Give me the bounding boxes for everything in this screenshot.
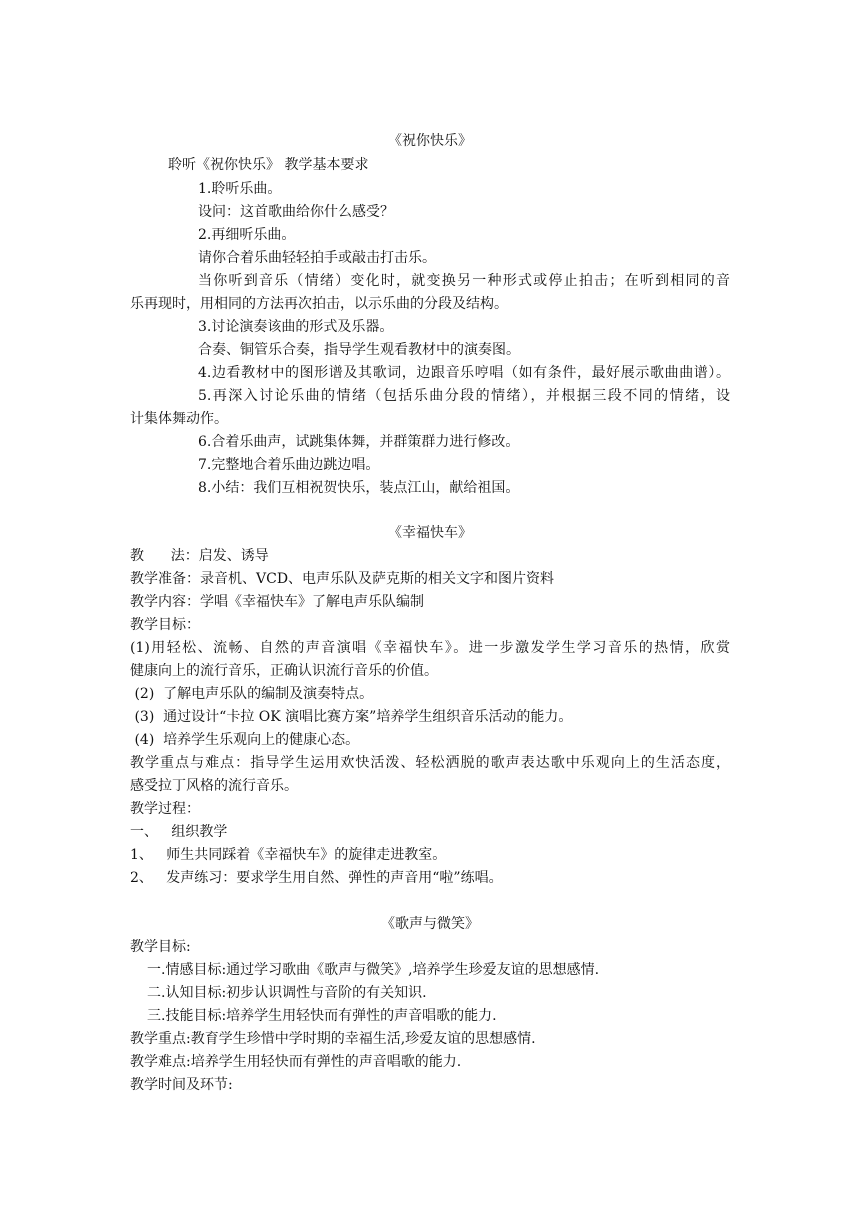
section1-line: 5.再深入讨论乐曲的情绪（包括乐曲分段的情绪），并根据三段不同的情绪，设: [198, 388, 730, 404]
section1-line: 计集体舞动作。: [130, 411, 228, 427]
section2-line: (4) 培养学生乐观向上的健康心态。: [130, 732, 360, 748]
section3-line: 教学时间及环节:: [130, 1077, 233, 1093]
section2-line: (3) 通过设计“卡拉 OK 演唱比赛方案”培养学生组织音乐活动的能力。: [130, 709, 573, 725]
section1-line: 7.完整地合着乐曲边跳边唱。: [198, 457, 380, 473]
section1-line: 设问：这首歌曲给你什么感受？: [198, 204, 394, 220]
section1-line: 4.边看教材中的图形谱及其歌词，边跟音乐哼唱（如有条件，最好展示歌曲曲谱）。: [198, 365, 730, 381]
section2-line: 教 法：启发、诱导: [130, 548, 269, 564]
section3-title: 《歌声与微笑》: [381, 916, 479, 932]
section3-line: 一.情感目标:通过学习歌曲《歌声与微笑》,培养学生珍爱友谊的思想感情.: [147, 962, 600, 978]
section1-line: 1.聆听乐曲。: [198, 181, 282, 197]
section2-line: (2) 了解电声乐队的编制及演奏特点。: [130, 686, 374, 702]
section1-line: 当你听到音乐（情绪）变化时，就变换另一种形式或停止拍击；在听到相同的音: [198, 273, 730, 289]
section1-subtitle: 聆听《祝你快乐》 教学基本要求: [168, 157, 369, 173]
section1-line: 乐再现时，用相同的方法再次拍击，以示乐曲的分段及结构。: [130, 296, 508, 312]
section2-line: 教学重点与难点：指导学生运用欢快活泼、轻松洒脱的歌声表达歌中乐观向上的生活态度，: [130, 755, 730, 771]
section1-title: 《祝你快乐》: [388, 133, 472, 149]
section1-line: 2.再细听乐曲。: [198, 227, 296, 243]
section2-title: 《幸福快车》: [388, 525, 472, 541]
section2-line: 教学目标：: [130, 617, 200, 633]
section2-line: 感受拉丁风格的流行音乐。: [130, 778, 298, 794]
section2-line: 教学准备：录音机、VCD、电声乐队及萨克斯的相关文字和图片资料: [130, 571, 555, 587]
section1-line: 3.讨论演奏该曲的形式及乐器。: [198, 319, 394, 335]
section3-line: 二.认知目标:初步认识调性与音阶的有关知识.: [147, 985, 427, 1001]
section1-line: 8.小结：我们互相祝贺快乐，装点江山，献给祖国。: [198, 480, 520, 496]
section3-line: 教学难点:培养学生用轻快而有弹性的声音唱歌的能力.: [130, 1054, 462, 1070]
section2-line: (1)用轻松、流畅、自然的声音演唱《幸福快车》。进一步激发学生学习音乐的热情，欣赏: [130, 640, 730, 656]
section1-line: 6.合着乐曲声，试跳集体舞，并群策群力进行修改。: [198, 434, 520, 450]
section3-line: 教学重点:教育学生珍惜中学时期的幸福生活,珍爱友谊的思想感情.: [130, 1031, 536, 1047]
section2-line: 教学内容：学唱《幸福快车》了解电声乐队编制: [130, 594, 424, 610]
section3-line: 三.技能目标:培养学生用轻快而有弹性的声音唱歌的能力.: [147, 1008, 497, 1024]
section3-line: 教学目标:: [130, 939, 191, 955]
section1-line: 请你合着乐曲轻轻拍手或敲击打击乐。: [198, 250, 436, 266]
section2-line: 健康向上的流行音乐，正确认识流行音乐的价值。: [130, 663, 438, 679]
section2-line: 教学过程：: [130, 801, 200, 817]
section2-line: 一、 组织教学: [130, 824, 228, 840]
section2-line: 2、 发声练习：要求学生用自然、弹性的声音用“啦”练唱。: [130, 870, 503, 886]
section2-line: 1、 师生共同踩着《幸福快车》的旋律走进教室。: [130, 847, 447, 863]
section1-line: 合奏、铜管乐合奏，指导学生观看教材中的演奏图。: [198, 342, 520, 358]
